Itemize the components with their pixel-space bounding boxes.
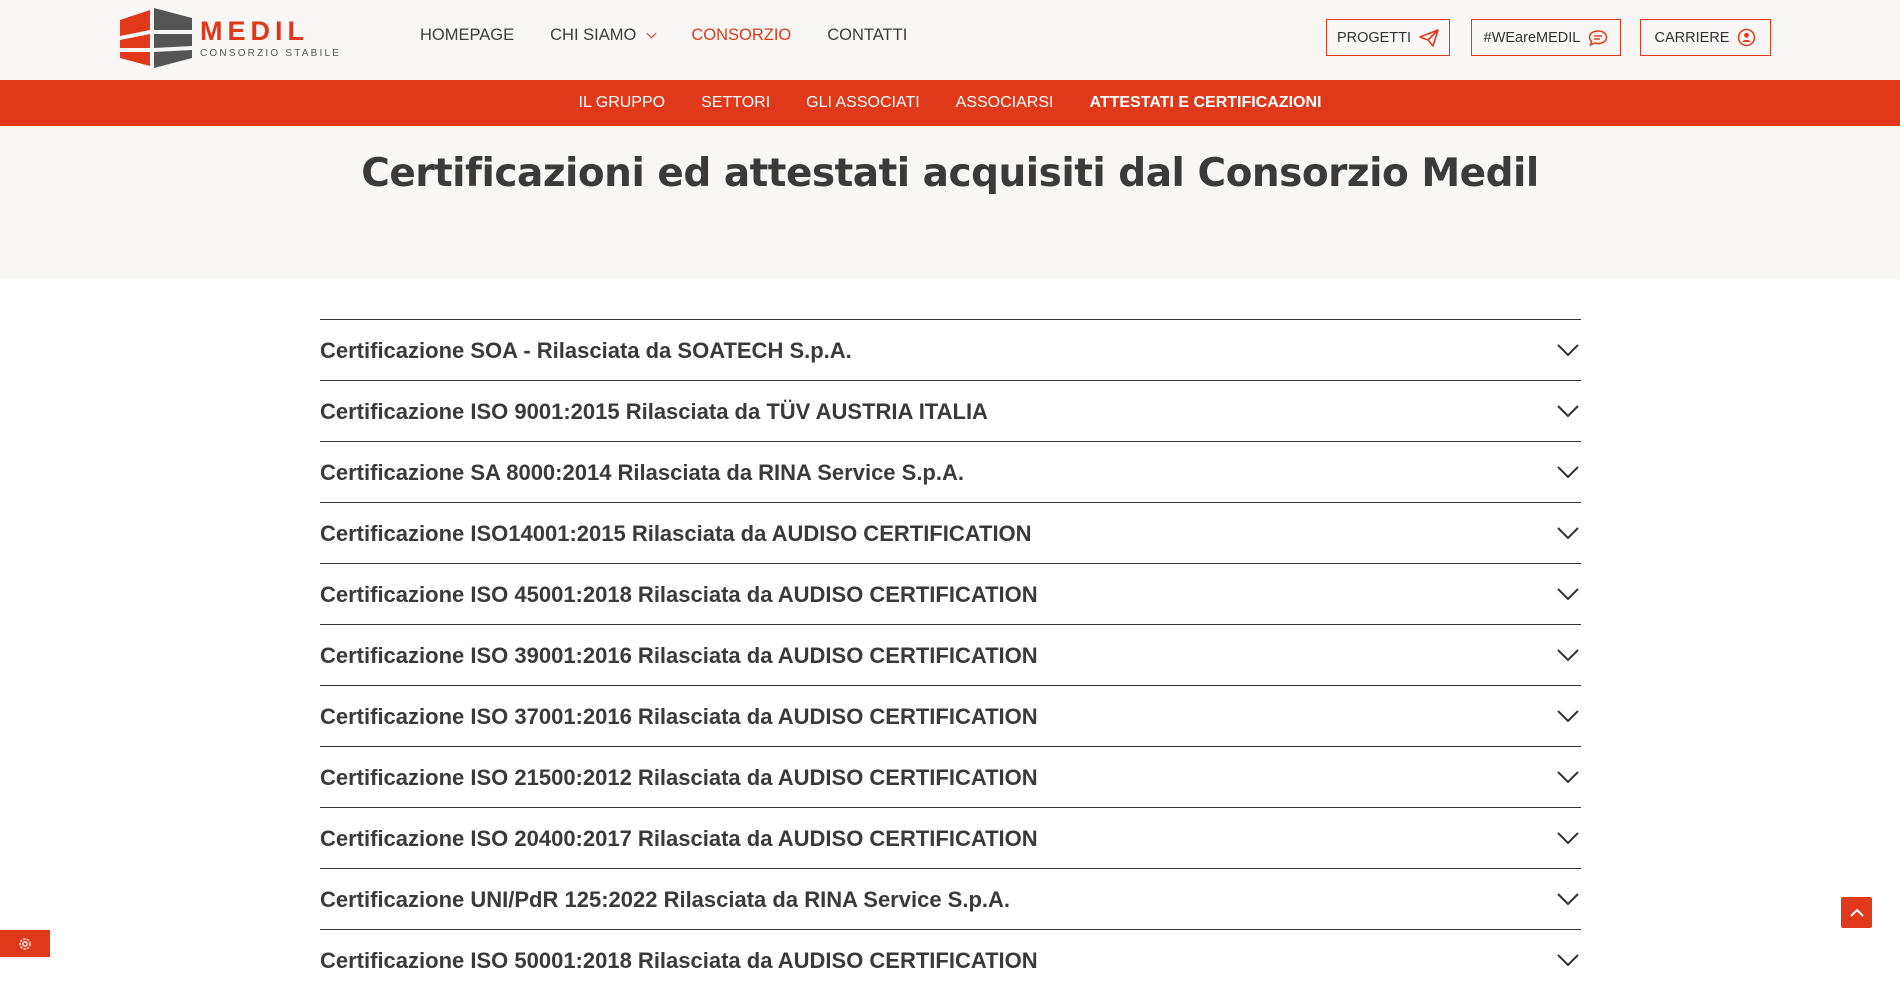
nav-homepage[interactable] [420, 26, 514, 45]
chevron-down-icon [1557, 343, 1579, 357]
chevron-up-icon [1850, 908, 1864, 918]
subnav-gli-associati[interactable]: GLI ASSOCIATI [806, 94, 920, 111]
accordion-item[interactable] [320, 502, 1581, 563]
nav-consorzio-label: CONSORZIO [691, 26, 792, 44]
scroll-to-top-button[interactable] [1841, 897, 1872, 928]
accordion-item[interactable] [320, 319, 1581, 380]
gear-icon [17, 936, 33, 952]
chevron-down-icon [647, 29, 657, 39]
page-title: Certificazioni ed attestati acquisiti dal Consorzio Medil [361, 151, 1539, 196]
nav-chi-siamo-label: CHI SIAMO [550, 26, 637, 44]
chevron-down-icon [1557, 709, 1579, 723]
chevron-down-icon [1557, 892, 1579, 906]
accordion-item[interactable] [320, 380, 1581, 441]
chevron-down-icon [1557, 831, 1579, 845]
accordion-item-title: Certificazione ISO 39001:2016 Rilasciata da AUDISO CERTIFICATION [320, 643, 1038, 668]
accordion-item-title: Certificazione UNI/PdR 125:2022 Rilasciata da RINA Service S.p.A. [320, 887, 1011, 912]
accordion-item-title: Certificazione ISO14001:2015 Rilasciata da AUDISO CERTIFICATION [320, 521, 1032, 546]
accordion-item-title: Certificazione ISO 20400:2017 Rilasciata da AUDISO CERTIFICATION [320, 826, 1038, 851]
weare-medil-button[interactable] [1471, 19, 1621, 56]
accordion-item-title: Certificazione SA 8000:2014 Rilasciata da RINA Service S.p.A. [320, 460, 964, 485]
accordion-item-title: Certificazione ISO 50001:2018 Rilasciata da AUDISO CERTIFICATION [320, 948, 1038, 973]
main-nav [420, 26, 943, 45]
chevron-down-icon [1557, 587, 1579, 601]
carriere-button-label: CARRIERE [1654, 29, 1730, 46]
cookie-settings-button[interactable] [0, 930, 50, 957]
accordion-item[interactable] [320, 807, 1581, 868]
chevron-down-icon [1557, 953, 1579, 967]
accordion-item[interactable] [320, 746, 1581, 807]
progetti-button[interactable] [1326, 19, 1450, 56]
medil-logo[interactable] [120, 8, 342, 68]
site-header [0, 0, 1900, 80]
progetti-button-label: PROGETTI [1336, 29, 1412, 46]
weare-medil-button-label: #WEareMEDIL [1483, 29, 1581, 46]
chevron-down-icon [1557, 648, 1579, 662]
consorzio-subnav [0, 80, 1900, 126]
subnav-il-gruppo[interactable]: IL GRUPPO [578, 94, 666, 111]
subnav-attestati-certificazioni[interactable]: ATTESTATI E CERTIFICAZIONI [1089, 94, 1322, 111]
nav-homepage-label: HOMEPAGE [420, 26, 515, 44]
logo-tagline: CONSORZIO STABILE [200, 48, 342, 59]
accordion-item[interactable] [320, 685, 1581, 746]
accordion-item-title: Certificazione ISO 21500:2012 Rilasciata da AUDISO CERTIFICATION [320, 765, 1038, 790]
accordion-item[interactable] [320, 563, 1581, 624]
logo-mark-icon [120, 8, 192, 68]
nav-consorzio[interactable] [691, 26, 791, 45]
accordion-item-title: Certificazione ISO 9001:2015 Rilasciata da TÜV AUSTRIA ITALIA [320, 399, 988, 424]
chevron-down-icon [1557, 465, 1579, 479]
page-hero [0, 126, 1900, 279]
paper-plane-icon [1419, 29, 1439, 47]
chat-bubble-icon [1588, 29, 1608, 47]
chevron-down-icon [1557, 526, 1579, 540]
nav-chi-siamo[interactable] [550, 26, 655, 45]
accordion-item-title: Certificazione ISO 45001:2018 Rilasciata da AUDISO CERTIFICATION [320, 582, 1038, 607]
accordion-item[interactable] [320, 624, 1581, 685]
nav-contatti[interactable] [827, 26, 907, 45]
accordion-item-title: Certificazione SOA - Rilasciata da SOATECH S.p.A. [320, 338, 852, 363]
carriere-button[interactable] [1640, 19, 1771, 56]
chevron-down-icon [1557, 404, 1579, 418]
nav-contatti-label: CONTATTI [827, 26, 908, 44]
logo-wordmark: MEDIL [200, 16, 309, 46]
accordion-item-title: Certificazione ISO 37001:2016 Rilasciata da AUDISO CERTIFICATION [320, 704, 1038, 729]
accordion-item[interactable] [320, 868, 1581, 929]
certifications-accordion [320, 319, 1581, 990]
accordion-item[interactable] [320, 929, 1581, 990]
user-circle-icon [1737, 28, 1756, 47]
subnav-settori[interactable]: SETTORI [701, 94, 771, 111]
chevron-down-icon [1557, 770, 1579, 784]
accordion-item[interactable] [320, 441, 1581, 502]
subnav-associarsi[interactable]: ASSOCIARSI [955, 94, 1054, 111]
